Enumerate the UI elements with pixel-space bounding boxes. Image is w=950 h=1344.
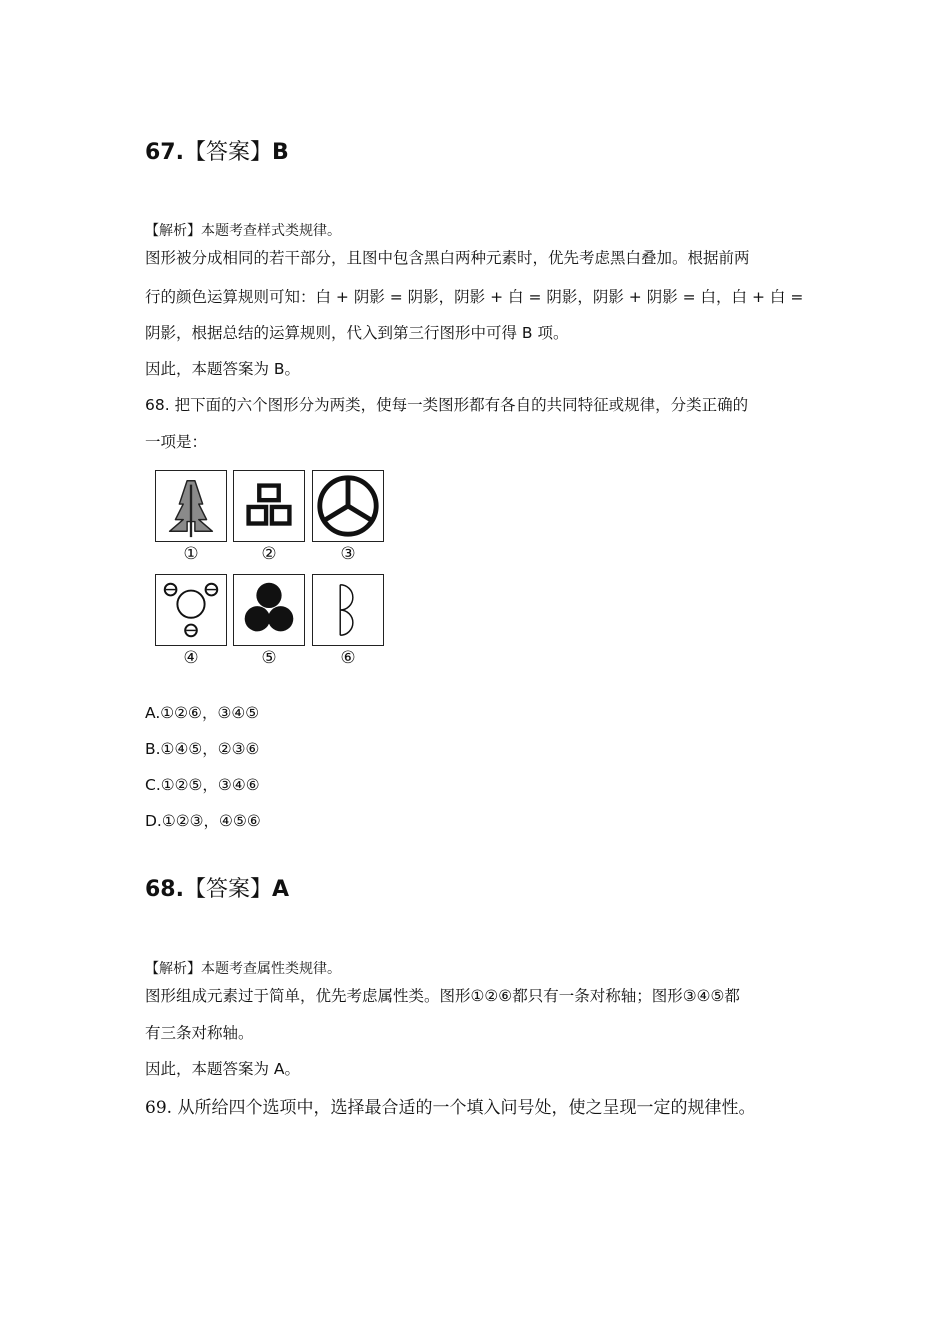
q67-answer-heading xyxy=(145,135,289,166)
q67-answer-label: 【答案】 xyxy=(183,140,272,165)
q67-analysis-line: 阴影，根据总结的运算规则，代入到第三行图形中可得 B 项。 xyxy=(145,324,569,342)
figure-5-clover-icon xyxy=(233,574,305,646)
figure-3-mercedes-star-icon xyxy=(312,470,384,542)
option-a: A.①②⑥，③④⑤ xyxy=(145,704,260,722)
q67-answer-letter: B xyxy=(272,140,289,165)
q69-question: 69. 从所给四个选项中，选择最合适的一个填入问号处，使之呈现一定的规律性。 xyxy=(145,1098,756,1118)
figure-2-pin-character-icon xyxy=(233,470,305,542)
figure-4-circles-icon xyxy=(155,574,227,646)
q68-analysis-line: 图形组成元素过于简单，优先考虑属性类。图形①②⑥都只有一条对称轴；图形③④⑤都 xyxy=(145,987,740,1005)
q67-conclusion: 因此，本题答案为 B。 xyxy=(145,360,301,378)
option-c: C.①②⑤，③④⑥ xyxy=(145,776,260,794)
q67-answer-number: 67. xyxy=(145,140,184,165)
figure-label: ④ xyxy=(183,648,199,668)
q68-answer-number: 68. xyxy=(145,877,184,902)
q67-analysis-line: 图形被分成相同的若干部分，且图中包含黑白两种元素时，优先考虑黑白叠加。根据前两 xyxy=(145,249,750,267)
q68-answer-label: 【答案】 xyxy=(183,877,272,902)
q68-question-line: 一项是： xyxy=(145,433,208,451)
q68-analysis-line: 有三条对称轴。 xyxy=(145,1024,254,1042)
q67-analysis-title: 【解析】本题考查样式类规律。 xyxy=(145,223,341,239)
q68-analysis-title: 【解析】本题考查属性类规律。 xyxy=(145,961,341,977)
figure-label: ① xyxy=(183,544,199,564)
figure-label: ⑤ xyxy=(261,648,277,668)
q68-answer-letter: A xyxy=(272,877,290,902)
q68-conclusion: 因此，本题答案为 A。 xyxy=(145,1060,301,1078)
q68-question-line: 68. 把下面的六个图形分为两类，使每一类图形都有各自的共同特征或规律，分类正确的 xyxy=(145,396,749,414)
figure-label: ⑥ xyxy=(340,648,356,668)
figure-6-b-shape-icon xyxy=(312,574,384,646)
option-d: D.①②③，④⑤⑥ xyxy=(145,812,261,830)
figure-label: ③ xyxy=(340,544,356,564)
q68-answer-heading xyxy=(145,872,289,903)
q67-analysis-line: 行的颜色运算规则可知：白 + 阴影 = 阴影，阴影 + 白 = 阴影，阴影 + 阴影 = 白，白 + 白 = xyxy=(145,288,804,306)
figure-1-tree-icon xyxy=(155,470,227,542)
option-b: B.①④⑤，②③⑥ xyxy=(145,740,260,758)
figure-label: ② xyxy=(261,544,277,564)
